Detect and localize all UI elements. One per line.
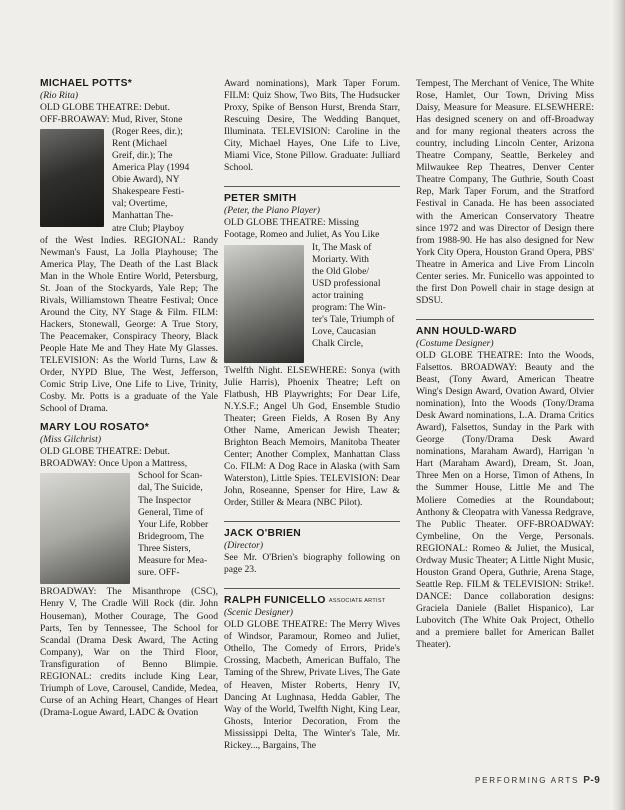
bio-line: Three Sisters,	[138, 542, 191, 554]
section-divider	[224, 521, 400, 522]
bio-line: BROADWAY: Once Upon a Mattress,	[40, 458, 188, 470]
bio-role-obrien: (Director)	[224, 540, 264, 552]
bio-line: Rent (Michael	[112, 138, 168, 150]
headshot-photo-smith	[224, 245, 304, 363]
bio-line: Greif, dir.); The	[112, 150, 173, 162]
bio-text-hould-ward: OLD GLOBE THEATRE: Into the Woods, Falsettos. BROADWAY: Beauty and the Beast, (Tony Award, American Theatre Wing's Design Award, Ovation Award, Olvier nomination), Into the Woods (Tony/Drama Desk Award nominations, L.A. Drama Critics Award), Falsettos, Sunday in the Park with George (Tony/Drama Desk Award nominations, Maraham Award), Harrigan 'n Hart (Maraham Award), Dream, St. Joan, Three Men on a Horse, Timon of Athens, In the Summer House, Little Me and The Moliere Comedies at the Roundabout; Anthony & Cleopatra with Vanessa Redgrave, The Public Theater. OFF-BROADWAY: Cymbeline, On the Verge, Personals. REGIONAL: Romeo & Juliet, the Musical, Ordway Music Theater; A Little Night Music, Houston Grand Opera, Guthrie, Arena Stage, Seattle Rep. FILM & TELEVISION: Strike!. DANCE: Dance collaboration designs: Graciela Daniele (Ballet Hispanico), Lar Lubovitch (The White Oak Project, Othello and a premiere ballet for American Ballet Theater).	[416, 349, 594, 651]
bio-text-smith: Twelfth Night. ELSEWHERE: Sonya (with Julie Harris), Phoenix Theatre; Left on Flatbush, HB Playwrights; For Dear Life, N.Y.S.F.; Angel Uh God, Ensemble Studio Theater; Green Fields, A Rosen By Any Other Name, American Jewish Theater; Brighton Beach Memoirs, Manitoba Theater Center; Another Complex, Manhattan Class Co. FILM: A Dog Race in Alaska (with Sam Waterston), Little Spies. TELEVISION: Dear John, Roseanne, Spenser for Hire, Law & Order, Stiller & Meara (NBC Pilot).	[224, 364, 400, 509]
column-1	[40, 78, 218, 719]
section-divider	[224, 186, 400, 187]
bio-role-potts: (Rio Rita)	[40, 90, 79, 101]
bio-line: OLD GLOBE THEATRE: Debut.	[40, 446, 170, 458]
bio-line: It, The Mask of	[312, 241, 372, 253]
bio-line: dal, The Suicide,	[138, 482, 203, 494]
bio-name-obrien: JACK O'BRIEN	[224, 528, 301, 540]
bio-line: Chalk Circle,	[312, 337, 364, 349]
bio-line: OFF-BROAWAY: Mud, River, Stone	[40, 114, 183, 126]
bio-name-smith: PETER SMITH	[224, 193, 297, 205]
bio-line: actor training	[312, 289, 364, 301]
headshot-photo-potts	[40, 129, 104, 227]
bio-line: val; Overtime,	[112, 198, 168, 210]
page-number: P-9	[583, 775, 601, 786]
bio-role-rosato: (Miss Gilchrist)	[40, 434, 102, 446]
bio-name-hould-ward: ANN HOULD-WARD	[416, 325, 517, 337]
bio-line: General, Time of	[138, 506, 204, 518]
bio-line: ter's Tale, Triumph of	[312, 313, 395, 325]
column-3	[416, 78, 594, 651]
bio-role-hould-ward: (Costume Designer)	[416, 337, 494, 349]
bio-line: Your Life, Robber	[138, 518, 209, 530]
bio-text-funicello-cont: Tempest, The Merchant of Venice, The White Rose, Hamlet, Our Town, Driving Miss Daisy, Measure for Measure. ELSEWHERE: Has designed scenery on and off-Broadway and for many regional theaters across the country, including Lincoln Center, Arizona Theatre Company, Seattle, Berkeley and Milwaukee Rep Theatres, Denver Center Theatre Company, The Guthrie, South Coast Rep, Mark Taper Forum, and the Stratford Festival in Canada. He has been associated with the American Conservatory Theatre since 1972 and was Director of Design there from 1988-90. He has also designed for New York City Opera, Houston Grand Opera, PBS' Theatre in America and Live From Lincoln Center series. Mr. Funicello was appointed to the first Don Powell chair in stage design at SDSU.	[416, 78, 594, 306]
bio-line: Moriarty. With	[312, 253, 369, 265]
bio-text-rosato: BROADWAY: The Misanthrope (CSC), Henry V, The Cradle Will Rock (dir. John Houseman), Mother Courage, The Good Parts, Ten by Tennessee, The School for Scandal (Drama Desk Award, The Acting Company), War on the Third Floor, Transfiguration of Benno Blimpie. REGIONAL: credits include King Lear, Triumph of Love, Carousel, Candide, Medea, Curse of an Aching Heart, Changes of Heart (Drama-Logue Award, LADC & Ovation	[40, 586, 218, 718]
bio-line: USD professional	[312, 277, 381, 289]
bio-text-funicello: OLD GLOBE THEATRE: The Merry Wives of Windsor, Paramour, Romeo and Juliet, Othello, The Comedy of Errors, Pride's Crossing, Macbeth, American Buffalo, The Taming of the Shrew, Private Lives, The Gate of Heaven, Mister Roberts, Henry IV, Dancing At Lughnasa, Hedda Gabler, The Way of the World, Twelfth Night, King Lear, Ghosts, Interior Decoration, From the Mississippi Delta, The Winter's Tale, Mr. Rickey..., Bargains, The	[224, 619, 400, 751]
bio-line: Footage, Romeo and Juliet, As You Like	[224, 229, 380, 241]
bio-role-smith: (Peter, the Piano Player)	[224, 205, 320, 217]
associate-artist-tag: ASSOCIATE ARTIST	[328, 598, 386, 605]
bio-line: (Roger Rees, dir.);	[112, 126, 183, 138]
bio-line: The Inspector	[138, 494, 192, 506]
bio-line: Love, Caucasian	[312, 325, 376, 337]
section-divider	[224, 588, 400, 589]
footer-publication: PERFORMING ARTS	[475, 776, 580, 785]
bio-line: School for Scan-	[138, 470, 203, 482]
section-divider	[416, 319, 594, 320]
bio-line: the Old Globe/	[312, 265, 370, 277]
bio-name-rosato: MARY LOU ROSATO*	[40, 422, 150, 434]
bio-name-potts: MICHAEL POTTS*	[40, 78, 133, 89]
bio-text-obrien: See Mr. O'Brien's biography following on page 23.	[224, 552, 400, 576]
bio-text-rosato-cont: Award nominations), Mark Taper Forum. FILM: Quiz Show, Two Bits, The Hudsucker Proxy, Spike of Benson Hurst, Brenda Starr, Rescuing Desire, The Wedding Banquet, Illuminata. TELEVISION: Caroline in the City, Michael Hayes, One Life to Live, Miami Vice, Stone Pillow. Graduate: Julliard School.	[224, 78, 400, 174]
bio-line: Measure for Mea-	[138, 554, 208, 566]
column-2	[224, 78, 400, 752]
page-footer	[475, 775, 600, 786]
bio-line: Bridegroom, The	[138, 530, 204, 542]
bio-name-funicello-text: RALPH FUNICELLO	[224, 595, 326, 607]
bio-line: Manhattan The-	[112, 210, 174, 222]
bio-text-potts: of the West Indies. REGIONAL: Randy Newman's Faust, La Jolla Playhouse; The America Play, The Death of the Last Black Man in the Whole Entire World, Petersburg, St. Joan of the Stockyards, Yale Rep; The Rivals, Williamstown Theatre Festival; Once Around the City, NY Stage & Film. FILM: Hackers, Stonewall, George: A True Story, The Peacemaker, Conspiracy Theory, Black People Hate Me and They Hate My Glasses. TELEVISION: As the World Turns, Law & Order, NYPD Blue, The West, Jefferson, Comic Strip Live, One Life to Live, Trinity, Cosby. Mr. Potts is a graduate of the Yale School of Drama.	[40, 234, 218, 415]
bio-role-funicello: (Scenic Designer)	[224, 607, 293, 619]
bio-line: sure. OFF-	[138, 566, 180, 578]
bio-name-funicello	[224, 595, 400, 607]
page-edge	[611, 0, 625, 810]
bio-line: program: The Win-	[312, 301, 386, 313]
bio-line: atre Club; Playboy	[112, 222, 184, 234]
bio-line: OLD GLOBE THEATRE: Missing	[224, 217, 359, 229]
bio-line: OLD GLOBE THEATRE: Debut.	[40, 102, 170, 114]
headshot-photo-rosato	[40, 473, 130, 584]
bio-line: America Play (1994	[112, 162, 190, 174]
bio-line: Shakespeare Festi-	[112, 186, 185, 198]
bio-line: Obie Award), NY	[112, 174, 180, 186]
